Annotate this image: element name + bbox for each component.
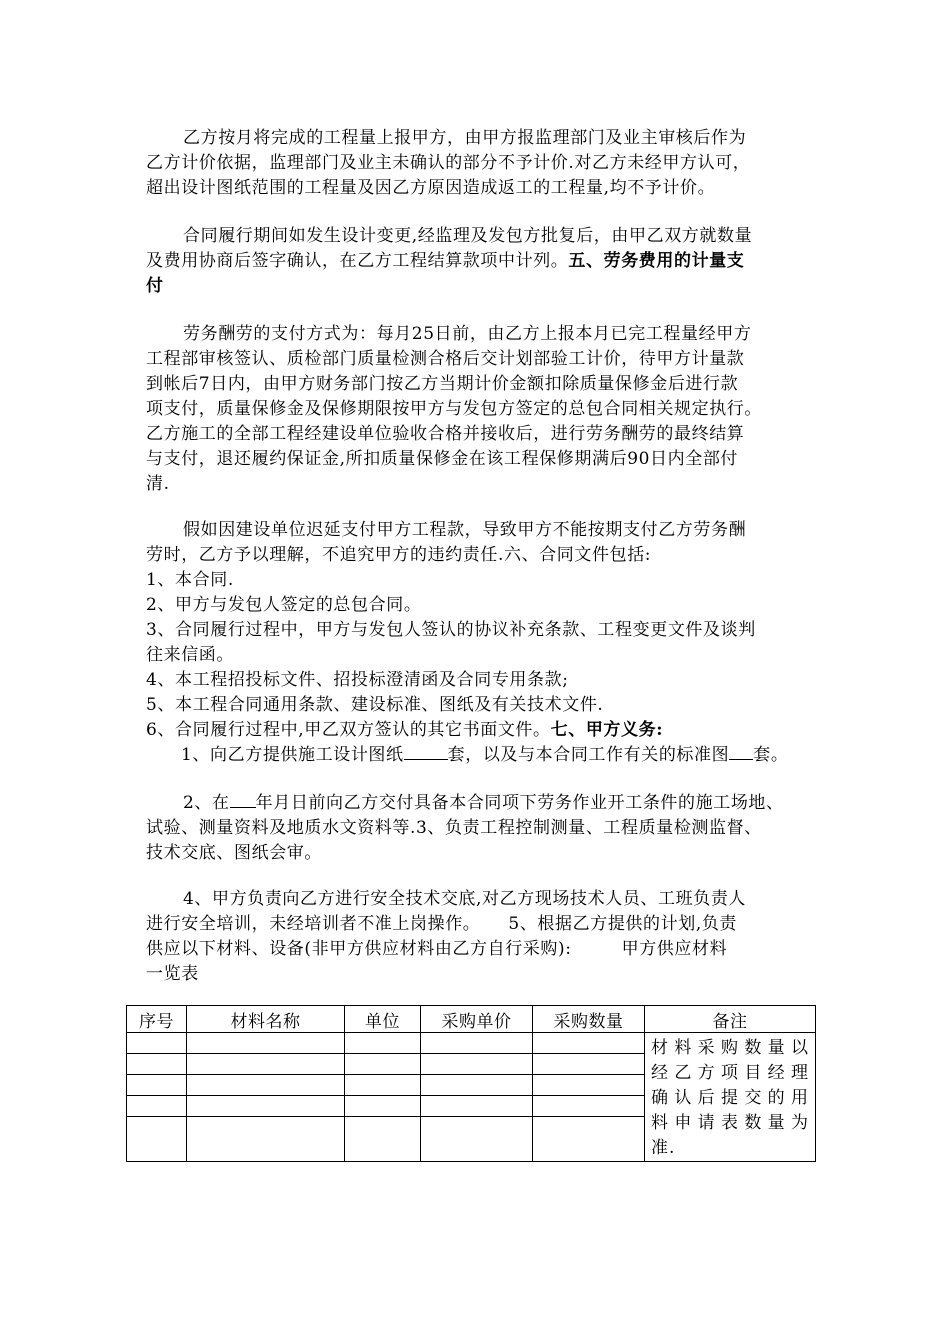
p3-line3: 到帐后7日内，由甲方财务部门按乙方当期计价金额扣除质量保修金后进行款 bbox=[146, 374, 739, 394]
col-header-remarks: 备注 bbox=[645, 1006, 816, 1033]
table-cell bbox=[187, 1033, 345, 1054]
section-5-heading-end: 付 bbox=[146, 276, 164, 296]
table-cell bbox=[345, 1074, 421, 1095]
contract-doc-item: 4、本工程招投标文件、招投标澄清函及合同专用条款; bbox=[146, 670, 569, 690]
table-cell bbox=[187, 1074, 345, 1095]
p2-line3 bbox=[146, 274, 164, 298]
col-header-index: 序号 bbox=[127, 1006, 187, 1033]
p3-line4: 项支付，质量保修金及保修期限按甲方与发包方签定的总包合同相关规定执行。 bbox=[146, 399, 762, 419]
p1-line3: 超出设计图纸范围的工程量及因乙方原因造成返工的工程量,均不予计价。 bbox=[146, 178, 716, 198]
material-supply-table bbox=[126, 1005, 816, 1162]
table-cell bbox=[187, 1116, 345, 1161]
section-5-heading: 五、劳务费用的计量支 bbox=[568, 251, 745, 271]
table-cell bbox=[187, 1053, 345, 1074]
table-row bbox=[127, 1033, 816, 1054]
contract-doc-item: 2、甲方与发包人签定的总包合同。 bbox=[146, 595, 422, 615]
note-line: 经乙方项目经理 bbox=[651, 1063, 809, 1083]
table-cell bbox=[345, 1053, 421, 1074]
table-cell bbox=[533, 1053, 645, 1074]
duty5-text: 5、根据乙方提供的计划,负责 bbox=[508, 914, 738, 934]
p2-line2 bbox=[146, 249, 744, 273]
table-cell bbox=[345, 1033, 421, 1054]
table-cell bbox=[345, 1116, 421, 1161]
section-7-heading: 七、甲方义务: bbox=[550, 720, 664, 740]
contract-doc-item-6 bbox=[146, 718, 663, 742]
table-header-row bbox=[127, 1006, 816, 1033]
table-cell bbox=[127, 1095, 187, 1116]
blank-underline bbox=[230, 793, 256, 808]
table-cell bbox=[127, 1074, 187, 1095]
duty2-line3: 技术交底、图纸会审。 bbox=[146, 843, 322, 863]
table-cell bbox=[533, 1074, 645, 1095]
contract-doc-item: 1、本合同. bbox=[146, 570, 234, 590]
duty2-part1: 2、在 bbox=[183, 793, 230, 813]
table-cell bbox=[127, 1053, 187, 1074]
p4-line1: 假如因建设单位迟延支付甲方工程款，导致甲方不能按期支付乙方劳务酬 bbox=[183, 520, 747, 540]
contract-doc-item: 3、合同履行过程中，甲方与发包人签认的协议补充条款、工程变更文件及谈判 bbox=[146, 620, 756, 640]
p2-line2-text: 及费用协商后签字确认，在乙方工程结算款项中计列。 bbox=[146, 251, 569, 271]
blank-underline bbox=[404, 745, 448, 760]
duty1-line bbox=[181, 743, 788, 767]
duty2-line1 bbox=[183, 791, 784, 815]
duty4-line3 bbox=[146, 937, 727, 961]
note-line: 准. bbox=[651, 1138, 676, 1158]
note-line: 材料采购数量以 bbox=[651, 1038, 809, 1058]
table-cell bbox=[421, 1053, 533, 1074]
p1-line2: 乙方计价依据，监理部门及业主未确认的部分不予计价.对乙方未经甲方认可， bbox=[146, 153, 751, 173]
duty4-line2a: 进行安全培训，未经培训者不准上岗操作。 bbox=[146, 914, 481, 934]
item6-text: 6、合同履行过程中,甲乙双方签认的其它书面文件。 bbox=[146, 720, 551, 740]
duty4-line2 bbox=[146, 912, 737, 936]
duty2-line2: 试验、测量资料及地质水文资料等.3、负责工程控制测量、工程质量检测监督、 bbox=[146, 818, 762, 838]
table-cell bbox=[127, 1033, 187, 1054]
table-cell bbox=[345, 1095, 421, 1116]
table-cell bbox=[187, 1095, 345, 1116]
note-line: 确认后提交的用 bbox=[651, 1088, 809, 1108]
duty4-line3a: 供应以下材料、设备(非甲方供应材料由乙方自行采购): bbox=[146, 939, 572, 959]
table-cell bbox=[533, 1095, 645, 1116]
col-header-unit: 单位 bbox=[345, 1006, 421, 1033]
contract-doc-item: 5、本工程合同通用条款、建设标准、图纸及有关技术文件. bbox=[146, 695, 604, 715]
duty2-part2: 年月日前向乙方交付具备本合同项下劳务作业开工条件的施工场地、 bbox=[255, 793, 784, 813]
p3-line2: 工程部审核签认、质检部门质量检测合格后交计划部验工计价，待甲方计量款 bbox=[146, 349, 745, 369]
col-header-quantity: 采购数量 bbox=[533, 1006, 645, 1033]
p3-line5: 乙方施工的全部工程经建设单位验收合格并接收后，进行劳务酬劳的最终结算 bbox=[146, 424, 745, 444]
duty1-part3: 套。 bbox=[753, 745, 789, 765]
table-cell bbox=[421, 1033, 533, 1054]
table-caption-end: 一览表 bbox=[146, 964, 199, 984]
duty4-line1: 4、甲方负责向乙方进行安全技术交底,对乙方现场技术人员、工班负责人 bbox=[183, 889, 747, 909]
table-cell bbox=[533, 1033, 645, 1054]
p4-line2: 劳时，乙方予以理解，不追究甲方的违约责任.六、合同文件包括: bbox=[146, 545, 652, 565]
table-cell bbox=[127, 1116, 187, 1161]
table-cell bbox=[533, 1116, 645, 1161]
remarks-note-cell bbox=[645, 1033, 816, 1162]
duty1-part2: 套，以及与本合同工作有关的标准图 bbox=[447, 745, 730, 765]
table-cell bbox=[421, 1116, 533, 1161]
p2-line1: 合同履行期间如发生设计变更,经监理及发包方批复后，由甲乙双方就数量 bbox=[183, 226, 753, 246]
p3-line7: 清. bbox=[146, 474, 170, 494]
contract-doc-item: 往来信函。 bbox=[146, 645, 234, 665]
p3-line6: 与支付，退还履约保证金,所扣质量保修金在该工程保修期满后90日内全部付 bbox=[146, 449, 739, 469]
p3-line1: 劳务酬劳的支付方式为：每月25日前，由乙方上报本月已完工程量经甲方 bbox=[183, 324, 752, 344]
col-header-unit-price: 采购单价 bbox=[421, 1006, 533, 1033]
table-cell bbox=[421, 1095, 533, 1116]
duty1-part1: 1、向乙方提供施工设计图纸 bbox=[181, 745, 404, 765]
p1-line1: 乙方按月将完成的工程量上报甲方，由甲方报监理部门及业主审核后作为 bbox=[183, 128, 747, 148]
table-cell bbox=[421, 1074, 533, 1095]
blank-underline bbox=[729, 745, 753, 760]
note-line: 料申请表数量为 bbox=[651, 1113, 809, 1133]
col-header-material-name: 材料名称 bbox=[187, 1006, 345, 1033]
table-caption-start: 甲方供应材料 bbox=[621, 939, 728, 959]
